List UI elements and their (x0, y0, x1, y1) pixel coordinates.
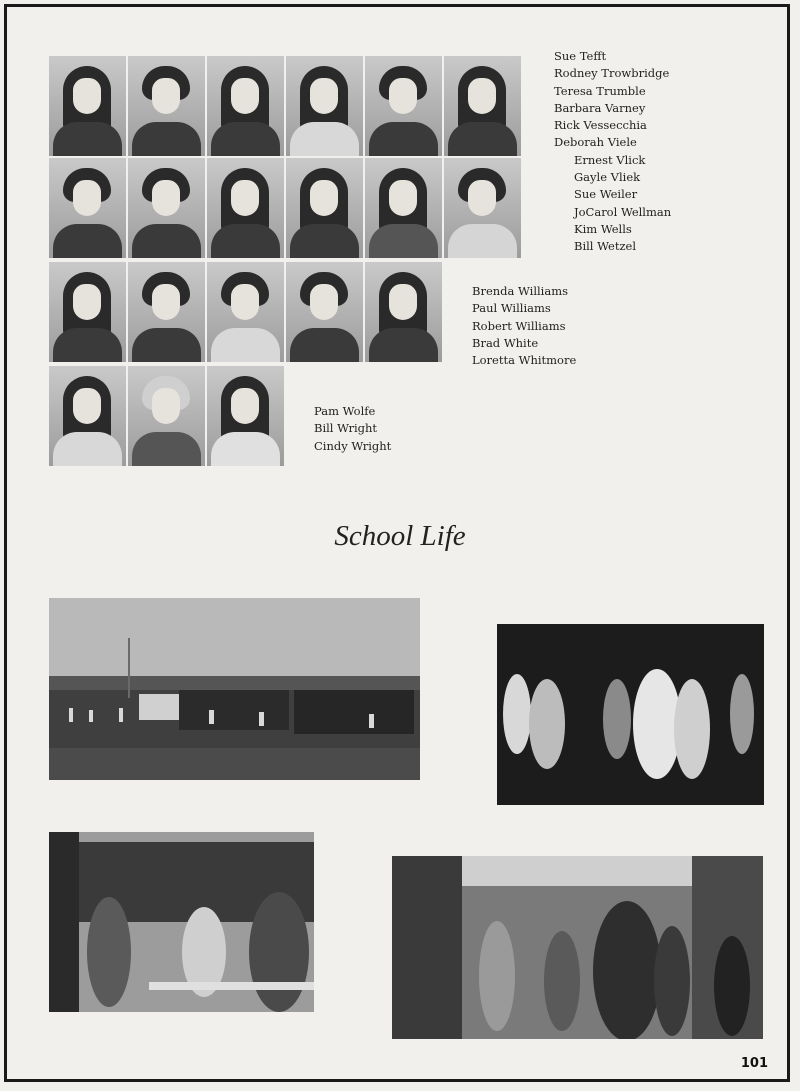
photo-school-dance-illustration (497, 624, 764, 805)
student-portrait (444, 158, 521, 258)
photo-school-dance (497, 624, 764, 805)
name-list-group-3 (314, 403, 391, 455)
photo-classroom (49, 832, 314, 1012)
name-list-group-1 (554, 48, 671, 256)
student-name: Brenda Williams (472, 284, 569, 298)
student-portrait (207, 366, 284, 466)
photo-hallway-illustration (392, 856, 763, 1039)
student-name: Bill Wright (314, 421, 378, 436)
student-name: Sue Weiler (574, 187, 638, 202)
student-portrait (49, 366, 126, 466)
page-number: 101 (740, 1056, 768, 1071)
student-name: Sue Tefft (554, 49, 607, 63)
student-name: Deborah Viele (554, 135, 637, 150)
student-name: Cindy Wright (314, 438, 392, 453)
section-title: School Life (334, 520, 466, 552)
student-portrait (49, 56, 126, 156)
student-name: Bill Wetzel (574, 239, 636, 254)
student-portrait (49, 262, 126, 362)
student-name: Loretta Whitmore (472, 353, 577, 368)
student-name: Teresa Trumble (554, 83, 646, 98)
student-portrait (365, 56, 442, 156)
student-portrait (286, 56, 363, 156)
student-name: Brad White (472, 335, 539, 350)
student-name: Gayle Vliek (574, 170, 641, 185)
photo-hallway (392, 856, 763, 1039)
name-list-group-2 (472, 283, 576, 369)
student-portrait (444, 56, 521, 156)
student-portrait (286, 158, 363, 258)
student-portrait (365, 158, 442, 258)
student-portrait (128, 366, 205, 466)
student-portrait (49, 158, 126, 258)
student-name: Robert Williams (472, 318, 566, 333)
student-name: Paul Williams (472, 301, 551, 316)
photo-classroom-illustration (49, 832, 314, 1012)
student-name: Pam Wolfe (314, 404, 376, 418)
photo-school-buses (49, 598, 420, 780)
student-portrait (128, 262, 205, 362)
student-portrait (207, 56, 284, 156)
student-name: Rodney Trowbridge (554, 66, 670, 81)
student-name: Kim Wells (574, 221, 632, 236)
student-portrait (128, 158, 205, 258)
student-portrait (365, 262, 442, 362)
student-name: Rick Vessecchia (554, 118, 647, 133)
student-portrait (128, 56, 205, 156)
student-portrait (207, 262, 284, 362)
student-name: Barbara Varney (554, 100, 646, 115)
student-name: JoCarol Wellman (574, 204, 672, 219)
photo-school-buses-illustration (49, 598, 420, 780)
student-name: Ernest Vlick (574, 152, 646, 167)
student-portrait (286, 262, 363, 362)
student-portrait (207, 158, 284, 258)
